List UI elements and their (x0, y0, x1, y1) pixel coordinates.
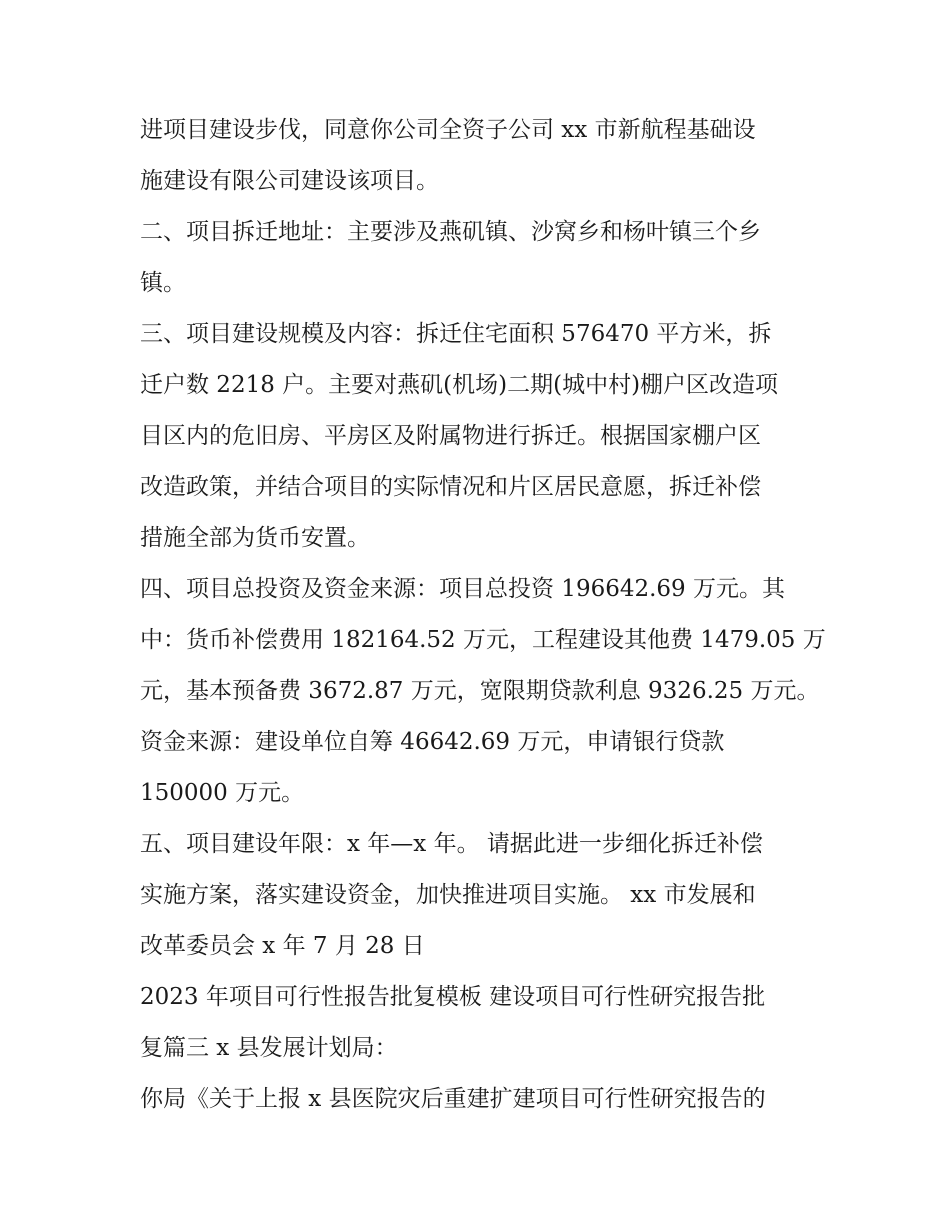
text-line: 元，基本预备费 3672.87 万元，宽限期贷款利息 9326.25 万元。 (140, 678, 820, 704)
text-line: 措施全部为货币安置。 (140, 525, 370, 551)
document-body (140, 105, 830, 1125)
text-line: 二、项目拆迁地址：主要涉及燕矶镇、沙窝乡和杨叶镇三个乡 (140, 219, 761, 245)
text-line: 迁户数 2218 户。主要对燕矶(机场)二期(城中村)棚户区改造项 (140, 372, 779, 398)
text-line: 目区内的危旧房、平房区及附属物进行拆迁。根据国家棚户区 (140, 423, 761, 449)
text-line: 复篇三 x 县发展计划局： (140, 1035, 398, 1061)
text-line: 2023 年项目可行性报告批复模板 建设项目可行性研究报告批 (140, 984, 766, 1010)
text-line: 三、项目建设规模及内容：拆迁住宅面积 576470 平方米，拆 (140, 321, 772, 347)
text-line: 施建设有限公司建设该项目。 (140, 168, 439, 194)
text-line: 进项目建设步伐，同意你公司全资子公司 xx 市新航程基础设 (140, 117, 756, 143)
text-line: 镇。 (140, 270, 186, 296)
text-line: 五、项目建设年限：x 年—x 年。 请据此进一步细化拆迁补偿 (140, 831, 763, 857)
text-line: 实施方案，落实建设资金，加快推进项目实施。 xx 市发展和 (140, 882, 756, 908)
text-line: 中：货币补偿费用 182164.52 万元，工程建设其他费 1479.05 万 (140, 627, 826, 653)
text-line: 四、项目总投资及资金来源：项目总投资 196642.69 万元。其 (140, 576, 785, 602)
text-line: 改造政策，并结合项目的实际情况和片区居民意愿，拆迁补偿 (140, 474, 761, 500)
text-line: 150000 万元。 (140, 780, 305, 806)
text-line: 资金来源：建设单位自筹 46642.69 万元，申请银行贷款 (140, 729, 725, 755)
text-line: 你局《关于上报 x 县医院灾后重建扩建项目可行性研究报告的 (140, 1086, 766, 1112)
text-line: 改革委员会 x 年 7 月 28 日 (140, 933, 425, 959)
